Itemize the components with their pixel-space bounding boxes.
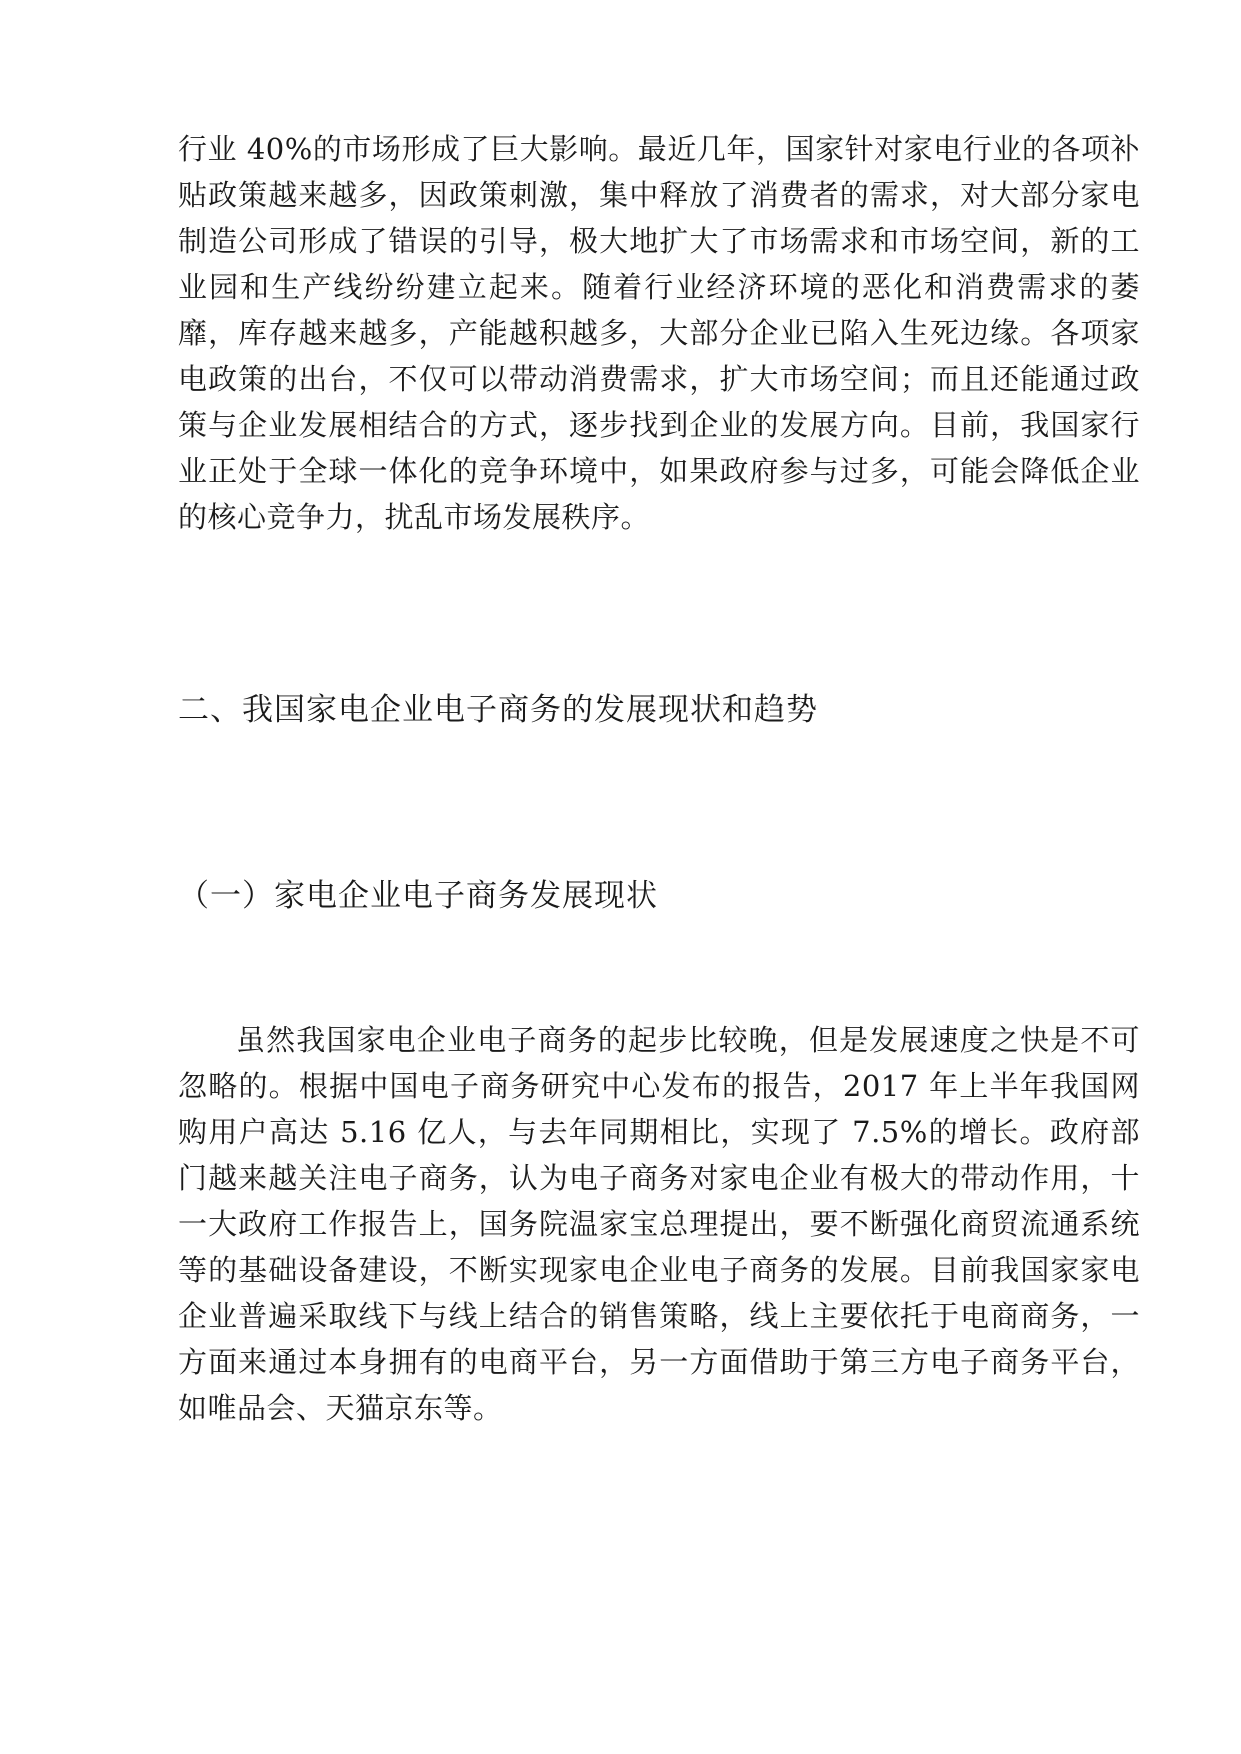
section-heading: 二、我国家电企业电子商务的发展现状和趋势: [178, 692, 818, 728]
subsection-heading: （一）家电企业电子商务发展现状: [178, 878, 658, 914]
body-paragraph-ecommerce: 虽然我国家电企业电子商务的起步比较晚，但是发展速度之快是不可忽略的。根据中国电子商务研究中心发布的报告，2017 年上半年我国网购用户高达 5.16 亿人，与去年同期相比，实现了 7.5%的增长。政府部门越来越关注电子商务，认为电子商务对家电企业有极大的带动作用，十一大政府工作报告上，国务院温家宝总理提出，要不断强化商贸流通系统等的基础设备建设，不断实现家电企业电子商务的发展。目前我国家家电企业普遍采取线下与线上结合的销售策略，线上主要依托于电商商务，一方面来通过本身拥有的电商平台，另一方面借助于第三方电子商务平台，如唯品会、天猫京东等。: [178, 1023, 1140, 1425]
body-paragraph-policy: 行业 40%的市场形成了巨大影响。最近几年，国家针对家电行业的各项补贴政策越来越多，因政策刺激，集中释放了消费者的需求，对大部分家电制造公司形成了错误的引导，极大地扩大了市场需求和市场空间，新的工业园和生产线纷纷建立起来。随着行业经济环境的恶化和消费需求的萎靡，库存越来越多，产能越积越多，大部分企业已陷入生死边缘。各项家电政策的出台，不仅可以带动消费需求，扩大市场空间；而且还能通过政策与企业发展相结合的方式，逐步找到企业的发展方向。目前，我国家行业正处于全球一体化的竞争环境中，如果政府参与过多，可能会降低企业的核心竞争力，扰乱市场发展秩序。: [178, 132, 1140, 534]
